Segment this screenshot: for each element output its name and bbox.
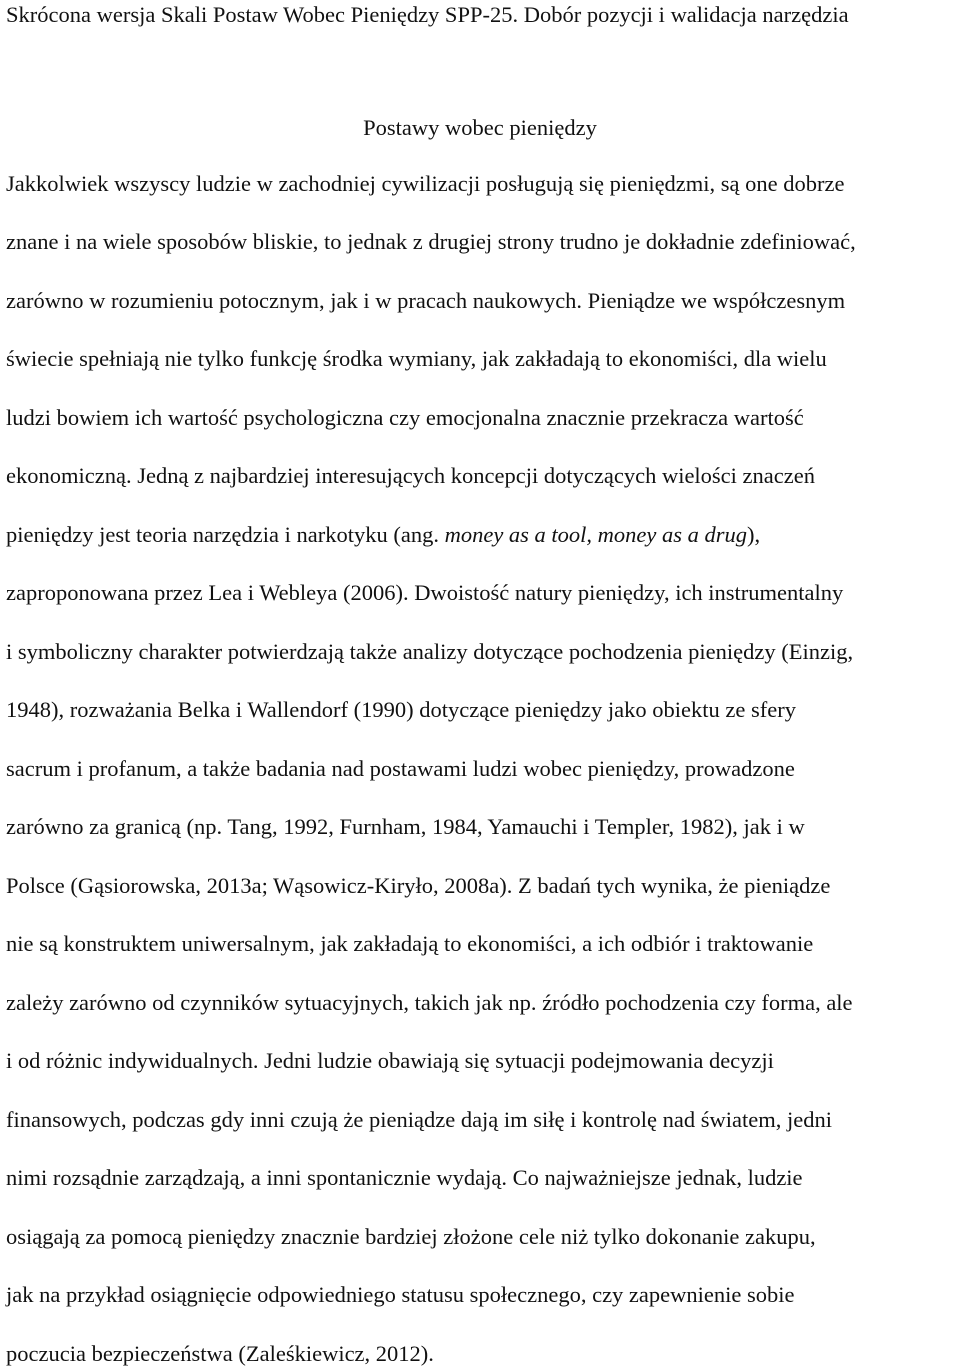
paragraph-line: 1948), rozważania Belka i Wallendorf (1990) dotyczące pieniędzy jako obiektu ze sfery	[6, 697, 796, 722]
paragraph-line: nie są konstruktem uniwersalnym, jak zakładają to ekonomiści, a ich odbiór i traktowanie	[6, 931, 814, 956]
paragraph-line: zarówno za granicą (np. Tang, 1992, Furnham, 1984, Yamauchi i Templer, 1982), jak i w	[6, 814, 805, 839]
paragraph-line: finansowych, podczas gdy inni czują że pieniądze dają im siłę i kontrolę nad światem, jedni	[6, 1107, 832, 1132]
paragraph-line: świecie spełniają nie tylko funkcję środka wymiany, jak zakładają to ekonomiści, dla wielu	[6, 346, 827, 371]
paragraph-line: poczucia bezpieczeństwa (Zaleśkiewicz, 2012).	[6, 1341, 434, 1366]
paragraph-line: ludzi bowiem ich wartość psychologiczna czy emocjonalna znacznie przekracza wartość	[6, 405, 804, 430]
paragraph-line: zarówno w rozumieniu potocznym, jak i w pracach naukowych. Pieniądze we współczesnym	[6, 288, 846, 313]
paragraph-line: ekonomiczną. Jedną z najbardziej interesujących koncepcji dotyczących wielości znaczeń	[6, 463, 815, 488]
paragraph-line: sacrum i profanum, a także badania nad postawami ludzi wobec pieniędzy, prowadzone	[6, 756, 795, 781]
paragraph-line: osiągają za pomocą pieniędzy znacznie bardziej złożone cele niż tylko dokonanie zakupu,	[6, 1224, 816, 1249]
paragraph-line	[6, 521, 760, 549]
paragraph-line: zależy zarówno od czynników sytuacyjnych, takich jak np. źródło pochodzenia czy forma, ale	[6, 990, 853, 1015]
paragraph-line: i symboliczny charakter potwierdzają także analizy dotyczące pochodzenia pieniędzy (Einzig,	[6, 639, 854, 664]
section-title: Postawy wobec pieniędzy	[363, 115, 597, 140]
paragraph-line: Jakkolwiek wszyscy ludzie w zachodniej cywilizacji posługują się pieniędzmi, są one dobrze	[6, 171, 845, 196]
italic-phrase: money as a tool, money as a drug	[444, 522, 748, 547]
line-text: pieniędzy jest teoria narzędzia i narkotyku (ang.	[6, 522, 445, 547]
paragraph-line: nimi rozsądnie zarządzają, a inni spontanicznie wydają. Co najważniejsze jednak, ludzie	[6, 1165, 803, 1190]
paragraph-line: jak na przykład osiągnięcie odpowiedniego statusu społecznego, czy zapewnienie sobie	[6, 1282, 795, 1307]
paragraph-line: znane i na wiele sposobów bliskie, to jednak z drugiej strony trudno je dokładnie zdefiniować,	[6, 229, 856, 254]
running-header: Skrócona wersja Skali Postaw Wobec Pieniędzy SPP-25. Dobór pozycji i walidacja narzędzia	[6, 2, 849, 27]
paragraph-line: Polsce (Gąsiorowska, 2013a; Wąsowicz-Kiryło, 2008a). Z badań tych wynika, że pieniądze	[6, 873, 831, 898]
paragraph-line: i od różnic indywidualnych. Jedni ludzie obawiają się sytuacji podejmowania decyzji	[6, 1048, 774, 1073]
paragraph-line: zaproponowana przez Lea i Webleya (2006). Dwoistość natury pieniędzy, ich instrumentalny	[6, 580, 844, 605]
line-text: ),	[747, 522, 761, 547]
